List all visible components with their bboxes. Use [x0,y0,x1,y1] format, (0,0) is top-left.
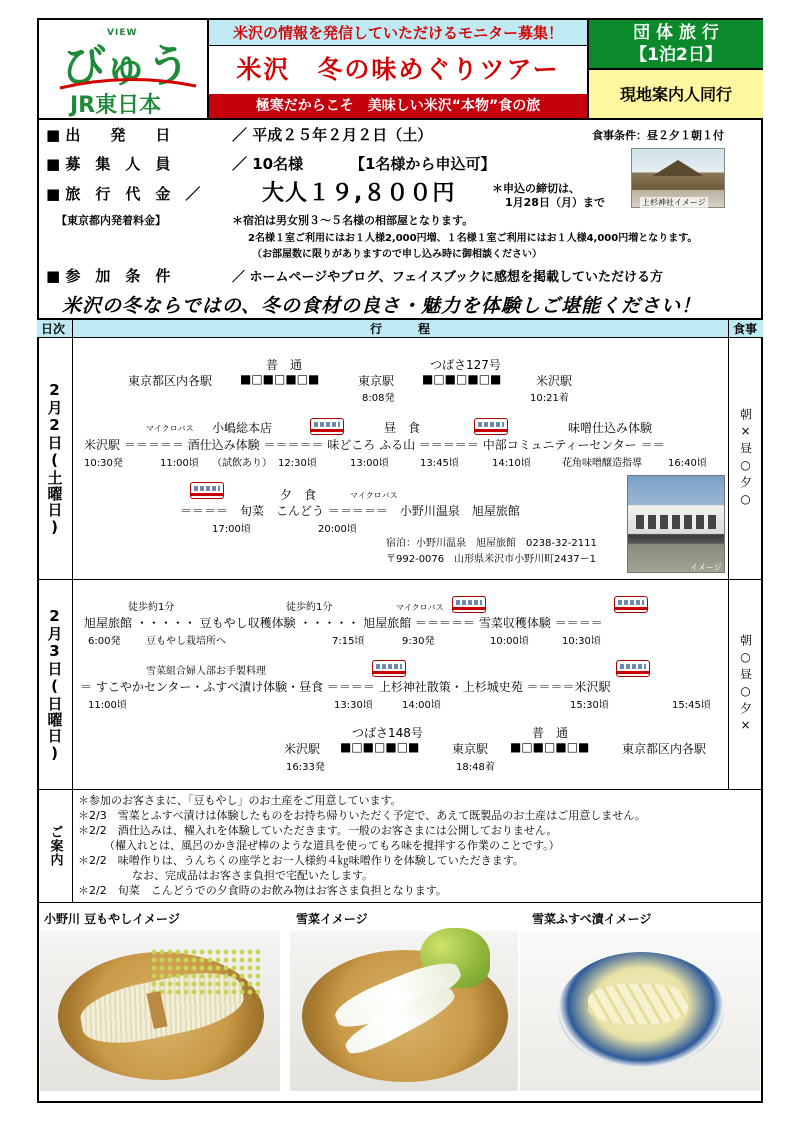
d1-r3-t2: 20:00頃 [318,524,357,535]
condition-value: ／ ホームページやブログ、フェイスブックに感想を掲載していただける方 [232,270,664,285]
d2-t1: 6:00発 [88,636,121,647]
d1-t5: 13:00頃 [350,458,389,469]
d1-t4: 12:30頃 [278,458,317,469]
d2-r2-t2: 13:30頃 [334,700,373,711]
note-7: ＊2/2 旬菜 こんどうでの夕食時のお飲み物はお客さま負担となります。 [78,884,447,897]
day2-meals: 朝○昼○夕× [738,634,753,736]
row-divider [37,902,763,903]
slogan: 米沢の冬ならではの、冬の食材の良さ・魅力を体験しご堪能ください！ [62,295,702,317]
group-tour-badge [587,20,763,68]
logo-byuu: びゅう [62,41,188,92]
d1-miso: 味噌仕込み体験 [568,421,653,435]
d1-tokyo: 東京駅 [358,374,395,388]
bus-icon [474,418,508,435]
price-label: ■ 旅 行 代 金 ／ [46,185,201,203]
room-note-1: ＊宿泊は男女別３～５名様の相部屋となります。 [232,214,474,227]
group-line-1: 団 体 旅 行 [633,23,719,43]
bus-icon [616,660,650,677]
room-note-2: 2名様１室ご利用にはお１人様2,000円増、１名様１室ご利用にはお１人様4,000円増となります。 [248,233,698,244]
col-day: 日次 [41,322,66,336]
d1-t3: （試飲あり） [212,458,272,469]
day1-meals: 朝×昼○夕○ [738,408,753,510]
d2-dots2: ■□■□■□■ [510,740,590,754]
d2-row1-line: 旭屋旅館 ・・・・・ 豆もやし収穫体験 ・・・・・ 旭屋旅館 ＝＝＝＝＝ 雪菜収穫体験 ＝＝＝＝ [84,616,603,630]
d1-r3-t1: 17:00頃 [212,524,251,535]
d1-tokyo-time: 8:08発 [362,393,395,404]
note-6: なお、完成品はお客さま負担で宅配いたします。 [132,869,374,882]
d2-t6: 10:30頃 [562,636,601,647]
d2-t2: 豆もやし栽培所へ [146,636,226,647]
d1-address: 〒992-0076 山形県米沢市小野川町2437ー1 [386,554,596,565]
day2-label: 2月3日(日曜日) [45,607,64,763]
d2-r2-t5: 15:45頃 [672,700,711,711]
deadline-line-1: ＊申込の締切は、 [492,182,580,195]
bus-icon [614,596,648,613]
row-divider [37,579,763,580]
photo-3-caption: 雪菜ふすべ漬イメージ [532,912,652,926]
d1-t2: 11:00頃 [160,458,199,469]
note-1: ＊参加のお客さまに、「豆もやし」のお土産をご用意しています。 [78,794,402,807]
departure-label: ■ 出 発 日 [46,126,171,144]
pickled-yukina [588,984,688,1024]
d1-train2: つばさ127号 [430,358,501,372]
logo-view-text: VIEW [107,28,138,38]
d2-row2-line: ＝ すこやかセンター・ふすべ漬け体験・昼食 ＝＝＝＝ 上杉神社散策・上杉城史苑 ＝＝＝＝米沢駅 [80,680,611,694]
note-3: ＊2/2 酒仕込みは、櫂入れを体験していただきます。一般のお客さまには公開しておりません。 [78,824,558,837]
sprout-tips [150,948,260,998]
deadline-line-2: 1月28日（月）まで [505,196,605,209]
logo-jr-east: JR東日本 [70,93,162,118]
d2-r3-t2: 18:48着 [456,762,495,773]
d2-t4: 9:30発 [402,636,435,647]
meal-condition: 食事条件：昼２夕１朝１付 [592,129,724,142]
d1-microbus-2: マイクロバス [350,491,398,500]
price-value: 大人１９,８００円 [262,181,456,206]
d1-dots1: ■□■□■□■ [240,372,320,386]
d2-walk2: 徒歩約1分 [286,602,333,613]
d2-train1: つばさ148号 [352,726,423,740]
recruit-label: ■ 募 集 人 員 [46,155,171,173]
d1-dinner: 夕 食 [280,488,317,502]
d2-r3-t1: 16:33発 [286,762,325,773]
d2-r2-t3: 14:00頃 [402,700,441,711]
d2-train2: 普 通 [532,726,569,740]
d2-t5: 10:00頃 [490,636,529,647]
recruit-value: ／ 10名様 [232,155,304,173]
d2-dots1: ■□■□■□■ [340,740,420,754]
col-divider [72,318,73,903]
bus-icon [452,596,486,613]
d1-t7: 14:10頃 [492,458,531,469]
d2-t3: 7:15頃 [332,636,365,647]
monitor-banner: 米沢の情報を発信していただけるモニター募集！ [209,20,587,46]
d1-train1: 普 通 [266,358,303,372]
note-4: （櫂入れとは、風呂のかき混ぜ棒のような道具を使ってもろ味を撹拌する作業のことです。） [104,839,560,852]
photo-2-caption: 雪菜イメージ [296,912,368,926]
bus-icon [190,482,224,499]
d1-yonezawa: 米沢駅 [536,374,573,388]
bus-icon [310,418,344,435]
d1-yonezawa-time: 10:21着 [530,393,569,404]
d2-yonezawa: 米沢駅 [284,742,321,756]
d1-row2-line: 米沢駅 ＝＝＝＝＝ 酒仕込み体験 ＝＝＝＝＝ 味どころ ふる山 ＝＝＝＝＝ 中部コミュニティーセンター ＝＝ [84,438,665,452]
shrine-caption: 上杉神社イメージ [642,198,706,207]
bus-icon [372,660,406,677]
d2-walk1: 徒歩約1分 [128,602,175,613]
d1-lunch: 昼 食 [384,421,421,435]
d2-handmade: 雪菜組合婦人部お手製料理 [146,666,266,677]
day1-label: 2月2日(土曜日) [45,381,64,537]
d2-r2-t4: 15:30頃 [570,700,609,711]
departure-value: ／ 平成２５年２月２日（土） [232,126,433,144]
d1-kojima: 小嶋総本店 [212,421,273,435]
tour-subtitle: 極寒だからこそ 美味しい米沢“本物”食の旅 [209,94,587,118]
d1-t6: 13:45頃 [420,458,459,469]
inn-windows [636,515,716,529]
room-note-3: （お部屋数に限りがありますので申し込み時に御相談ください） [252,249,542,260]
row-divider [37,789,763,790]
guide-badge: 現地案内人同行 [587,68,763,118]
d1-dots2: ■□■□■□■ [422,372,502,386]
note-2: ＊2/3 雪菜とふすべ漬けは体験したものをお持ち帰りいただく予定で、あえて既製品のお土産はご用意しません。 [78,809,646,822]
d2-to: 東京都区内各駅 [622,742,707,756]
d1-t1: 10:30発 [84,458,123,469]
divider [37,118,763,120]
note-5: ＊2/2 味噌作りは、うんちくの座学とお一人様約４㎏味噌作りを体験していただきます。 [78,854,524,867]
d1-row3-line: ＝＝＝＝ 旬菜 こんどう ＝＝＝＝＝ 小野川温泉 旭屋旅館 [180,504,520,518]
d1-from: 東京都区内各駅 [128,374,213,388]
recruit-note: 【1名様から申込可】 [350,155,496,173]
col-itinerary: 行 程 [370,322,431,336]
d2-tokyo: 東京駅 [452,742,489,756]
photo-1-caption: 小野川 豆もやしイメージ [44,912,180,926]
col-meal: 食事 [733,322,758,336]
notes-label: ご案内 [47,825,63,867]
d2-r2-t1: 11:00頃 [88,700,127,711]
condition-label: ■ 参 加 条 件 [46,267,171,285]
d1-t8: 花角味噌醸造指導 [562,458,642,469]
inn-photo-caption: イメージ [690,563,722,572]
d1-microbus: マイクロバス [146,424,194,433]
price-basis: 【東京都内発着料金】 [56,214,166,227]
d1-stay: 宿泊：小野川温泉 旭屋旅館 0238-32-2111 [386,538,597,549]
group-line-2: 【1泊2日】 [630,45,722,65]
d1-t9: 16:40頃 [668,458,707,469]
tour-title: 米沢 冬の味めぐりツアー [236,55,560,84]
d2-microbus: マイクロバス [396,603,444,612]
